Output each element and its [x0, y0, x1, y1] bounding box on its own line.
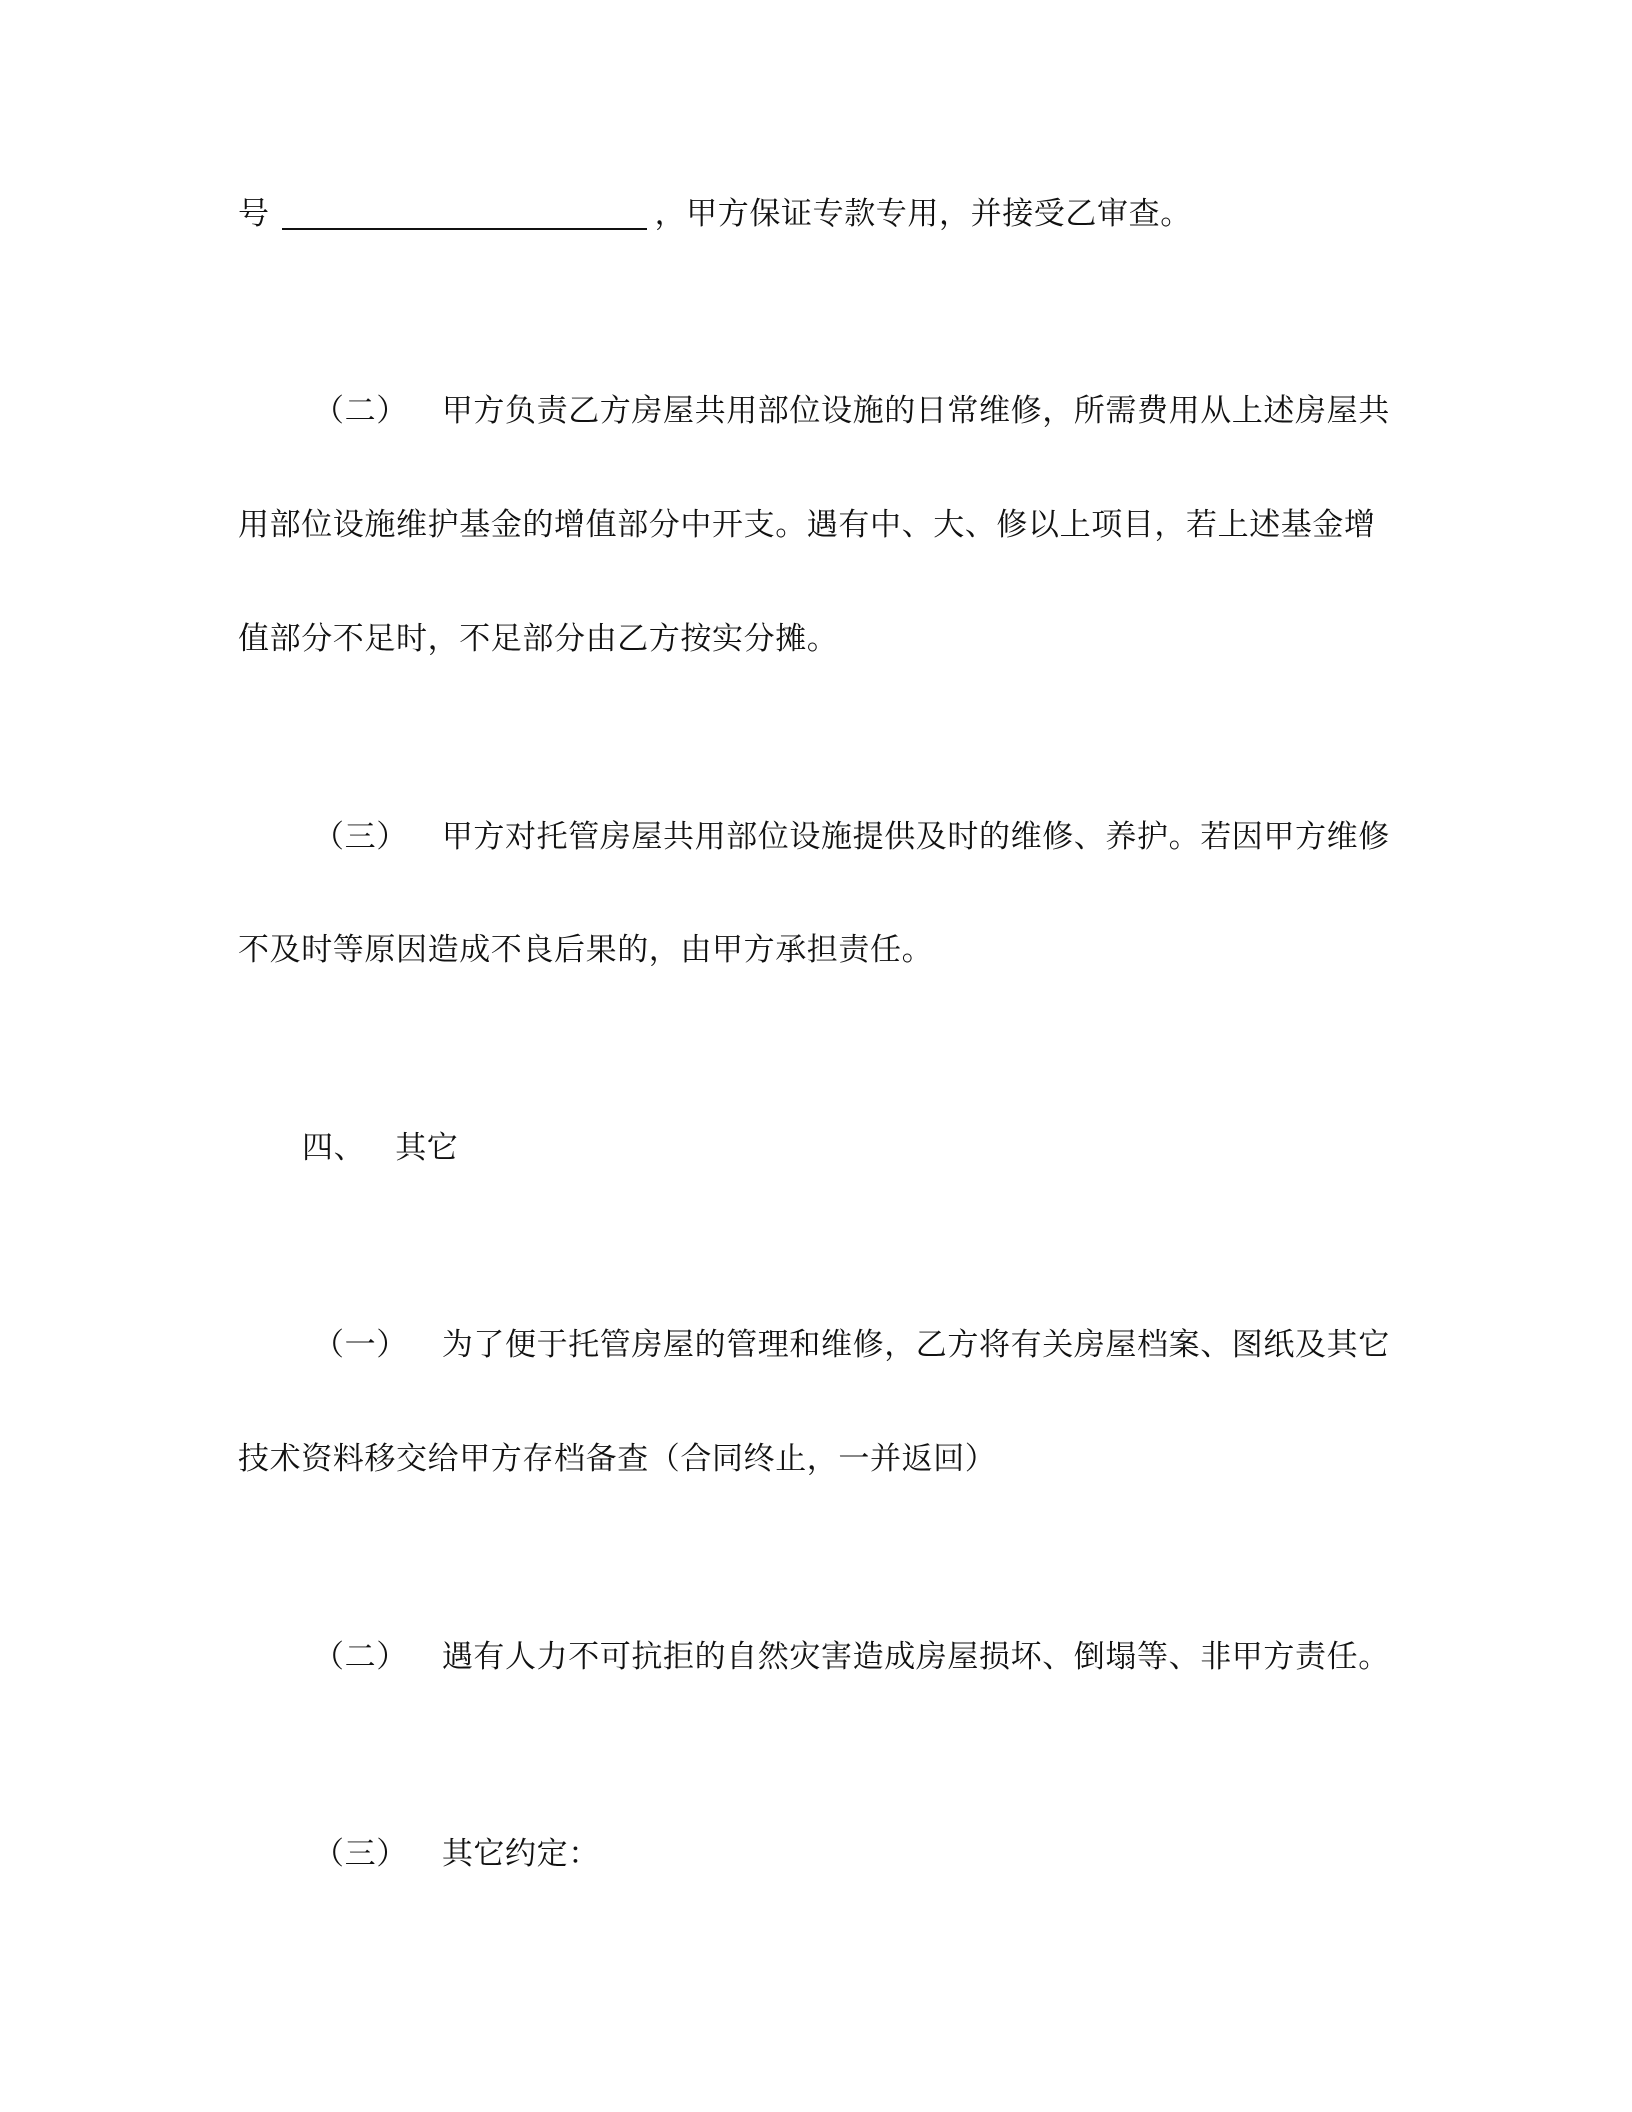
clause-number: （三） — [313, 819, 408, 855]
section-heading — [302, 1128, 458, 1168]
clause-number: （二） — [313, 393, 408, 429]
clause-number: （一） — [313, 1327, 408, 1363]
clause-text: 不及时等原因造成不良后果的，由甲方承担责任。 — [238, 932, 934, 968]
clause-number: （二） — [313, 1639, 408, 1675]
text-segment: 号 — [238, 196, 270, 232]
clause-text: 甲方负责乙方房屋共用部位设施的日常维修，所需费用从上述房屋共 — [441, 393, 1390, 429]
clause-line — [313, 1325, 1390, 1365]
clause-line — [238, 619, 838, 659]
clause-line — [313, 1834, 600, 1874]
clause-line — [238, 505, 1376, 545]
clause-line — [238, 1439, 996, 1479]
section-title: 其它 — [395, 1130, 459, 1166]
clause-text: 用部位设施维护基金的增值部分中开支。遇有中、大、修以上项目，若上述基金增 — [238, 507, 1376, 543]
paragraph-continuation — [238, 194, 1192, 234]
clause-number: （三） — [313, 1836, 408, 1872]
clause-text: 遇有人力不可抗拒的自然灾害造成房屋损坏、倒塌等、非甲方责任。 — [441, 1639, 1390, 1675]
clause-text: 甲方对托管房屋共用部位设施提供及时的维修、养护。若因甲方维修 — [441, 819, 1390, 855]
text-segment: ，甲方保证专款专用，并接受乙审查。 — [654, 196, 1192, 232]
clause-text: 值部分不足时，不足部分由乙方按实分摊。 — [238, 621, 839, 657]
clause-line — [313, 391, 1390, 431]
clause-line — [313, 1637, 1390, 1677]
clause-line — [313, 817, 1390, 857]
clause-text: 技术资料移交给甲方存档备查（合同终止，一并返回） — [238, 1441, 997, 1477]
clause-text: 其它约定： — [441, 1836, 600, 1872]
clause-line — [238, 930, 933, 970]
clause-text: 为了便于托管房屋的管理和维修，乙方将有关房屋档案、图纸及其它 — [441, 1327, 1390, 1363]
account-number-blank[interactable] — [282, 198, 647, 230]
section-number: 四、 — [302, 1130, 366, 1166]
